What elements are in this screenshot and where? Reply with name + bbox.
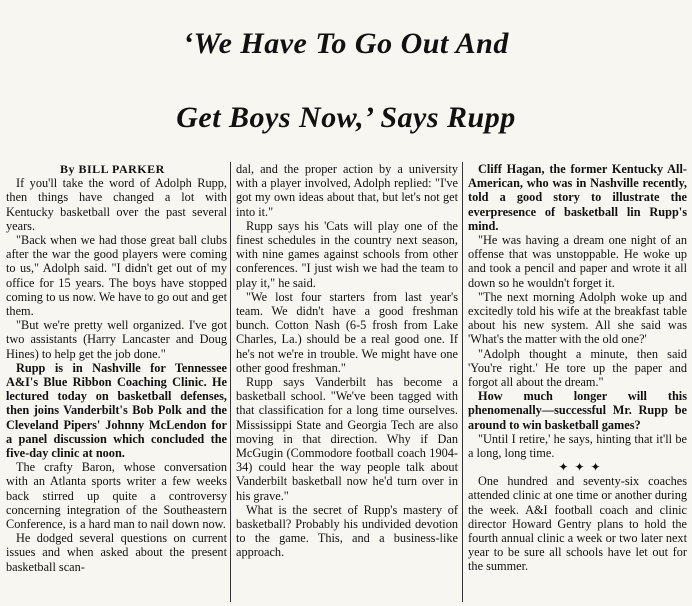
paragraph: "Back when we had those great ball clubs after the war the good players were coming to us," Adolph said. "I didn't get out of my office for 15 years. The boys have stopped coming to us now. We have to go out and get them. <box>6 233 228 319</box>
paragraph-bold: How much longer will this phenomenally—successful Mr. Rupp be around to win basketball games? <box>468 389 687 432</box>
paragraph: "Until I retire,' he says, hinting that it'll be a long, long time. <box>468 431 687 461</box>
paragraph: "The next morning Adolph woke up and excitedly told his wife at the breakfast table about his new system. All she said was 'What's the matter with the old one?' <box>468 289 687 347</box>
column-rule <box>462 162 463 602</box>
paragraph: He dodged several questions on current issues and when asked about the present basketball scan- <box>6 531 227 574</box>
paragraph: "He was having a dream one night of an offense that was unstoppable. He woke up and took a pencil and paper and wrote it all down so he wouldn't forget it. <box>468 233 687 290</box>
article-column-2 <box>236 162 458 560</box>
paragraph: Rupp says his 'Cats will play one of the finest schedules in the country next season, with nine games against schools from other conferences. "I just wish we had the team to play it," he said. <box>236 218 458 290</box>
paragraph-bold: Rupp is in Nashville for Tennessee A&I's Blue Ribbon Coaching Clinic. He lectured today on basketball defenses, then joins Vanderbilt's Bob Polk and the Cleveland Pipers' Johnny McLendon for a panel discussion which concluded the five-day clinic at noon. <box>6 360 227 461</box>
paragraph: "Adolph thought a minute, then said 'You're right.' He tore up the paper and forgot all about the dream." <box>468 346 687 390</box>
paragraph: "We lost four starters from last year's team. We didn't have a good freshman bunch. Cotton Nash (6-5 frosh from Lake Charles, La.) should be a real good one. If he's not we're in trouble. We might have one other good freshman." <box>236 289 458 375</box>
paragraph: Rupp says Vanderbilt has become a basketball school. "We've been tagged with that classification for a long time ourselves. Mississippi State and Georgia Tech are also moving in that direction. Why if Dan McGugin (Commodore football coach 1904-34) could hear the way people talk about Vanderbilt basketball now he'd turn over in his grave." <box>236 375 458 503</box>
paragraph: "But we're pretty well organized. I've got two assistants (Harry Lancaster and Doug Hines) to help get the job done." <box>6 318 227 361</box>
paragraph: If you'll take the word of Adolph Rupp, then things have changed a lot with Kentucky basketball over the past several years. <box>6 176 227 233</box>
paragraph-bold: Cliff Hagan, the former Kentucky All-American, who was in Nashville recently, told a good story to illustrate the everpresence of basketball lin Rupp's mind. <box>468 162 687 233</box>
article-column-1 <box>6 162 227 574</box>
paragraph: dal, and the proper action by a university with a player involved, Adolph replied: "I've got my own ideas about that, but let's not get into it." <box>236 162 458 219</box>
headline-line-1: ‘We Have To Go Out And <box>183 27 509 60</box>
paragraph: One hundred and seventy-six coaches attended clinic at one time or another during the week. A&I football coach and clinic director Howard Gentry plans to hold the fourth annual clinic a week or two later next year to be sure all schools have let out for the summer. <box>468 474 687 574</box>
section-divider: ✦✦✦ <box>558 460 607 475</box>
byline: By BILL PARKER <box>60 162 165 176</box>
column-rule <box>230 162 231 602</box>
paragraph: The crafty Baron, whose conversation with an Atlanta sports writer a few weeks back stirred up quite a controversy concerning integration of the Southeastern Conference, is a hard man to nail down now. <box>6 460 227 532</box>
article-column-3 <box>468 162 687 574</box>
paragraph: What is the secret of Rupp's mastery of basketball? Probably his undivided devotion to the game. This, and a business-like approach. <box>236 502 458 560</box>
headline-line-2: Get Boys Now,’ Says Rupp <box>176 101 516 134</box>
